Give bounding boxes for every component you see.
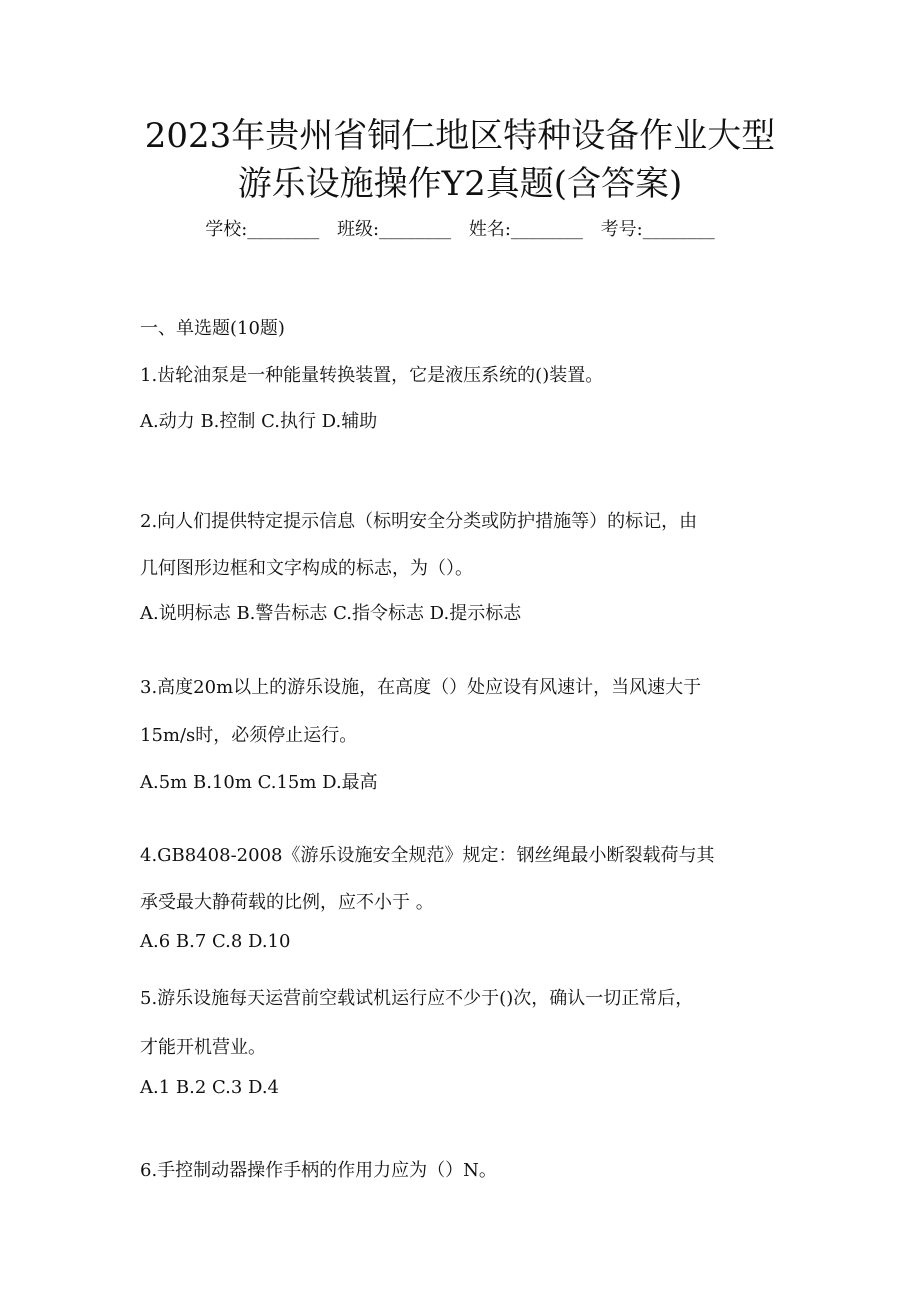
question-3-stem-line-2: 15m/s时，必须停止运行。 — [140, 725, 358, 746]
name-field: 姓名:________ — [468, 219, 583, 240]
question-4-stem-line-2: 承受最大静荷载的比例，应不小于 。 — [140, 892, 434, 913]
question-2-options: A.说明标志 B.警告标志 C.指令标志 D.提示标志 — [140, 603, 522, 624]
question-3-stem-line-1: 3.高度20m以上的游乐设施，在高度（）处应设有风速计，当风速大于 — [140, 677, 702, 698]
section-heading: 一、单选题(10题) — [140, 318, 285, 339]
question-1-options: A.动力 B.控制 C.执行 D.辅助 — [140, 411, 378, 432]
document-title-line-2: 游乐设施操作Y2真题(含答案) — [237, 164, 683, 204]
student-info-row — [0, 216, 920, 244]
question-5-stem-line-2: 才能开机营业。 — [140, 1037, 266, 1058]
document-title-line-1: 2023年贵州省铜仁地区特种设备作业大型 — [144, 116, 776, 156]
question-3-options: A.5m B.10m C.15m D.最高 — [140, 772, 378, 793]
school-field: 学校:________ — [205, 219, 320, 240]
question-4-options: A.6 B.7 C.8 D.10 — [140, 931, 291, 952]
question-4-stem-line-1: 4.GB8408-2008《游乐设施安全规范》规定：钢丝绳最小断裂载荷与其 — [140, 845, 715, 866]
question-5-stem-line-1: 5.游乐设施每天运营前空载试机运行应不少于()次，确认一切正常后， — [140, 988, 694, 1009]
question-6-stem: 6.手控制动器操作手柄的作用力应为（）N。 — [140, 1160, 497, 1181]
question-2-stem-line-1: 2.向人们提供特定提示信息（标明安全分类或防护措施等）的标记，由 — [140, 511, 698, 532]
exam-number-field: 考号:________ — [600, 219, 715, 240]
class-field: 班级:________ — [337, 219, 452, 240]
question-2-stem-line-2: 几何图形边框和文字构成的标志，为（）。 — [140, 558, 473, 579]
question-1-stem: 1.齿轮油泵是一种能量转换装置，它是液压系统的()装置。 — [140, 365, 604, 386]
question-5-options: A.1 B.2 C.3 D.4 — [140, 1077, 280, 1098]
